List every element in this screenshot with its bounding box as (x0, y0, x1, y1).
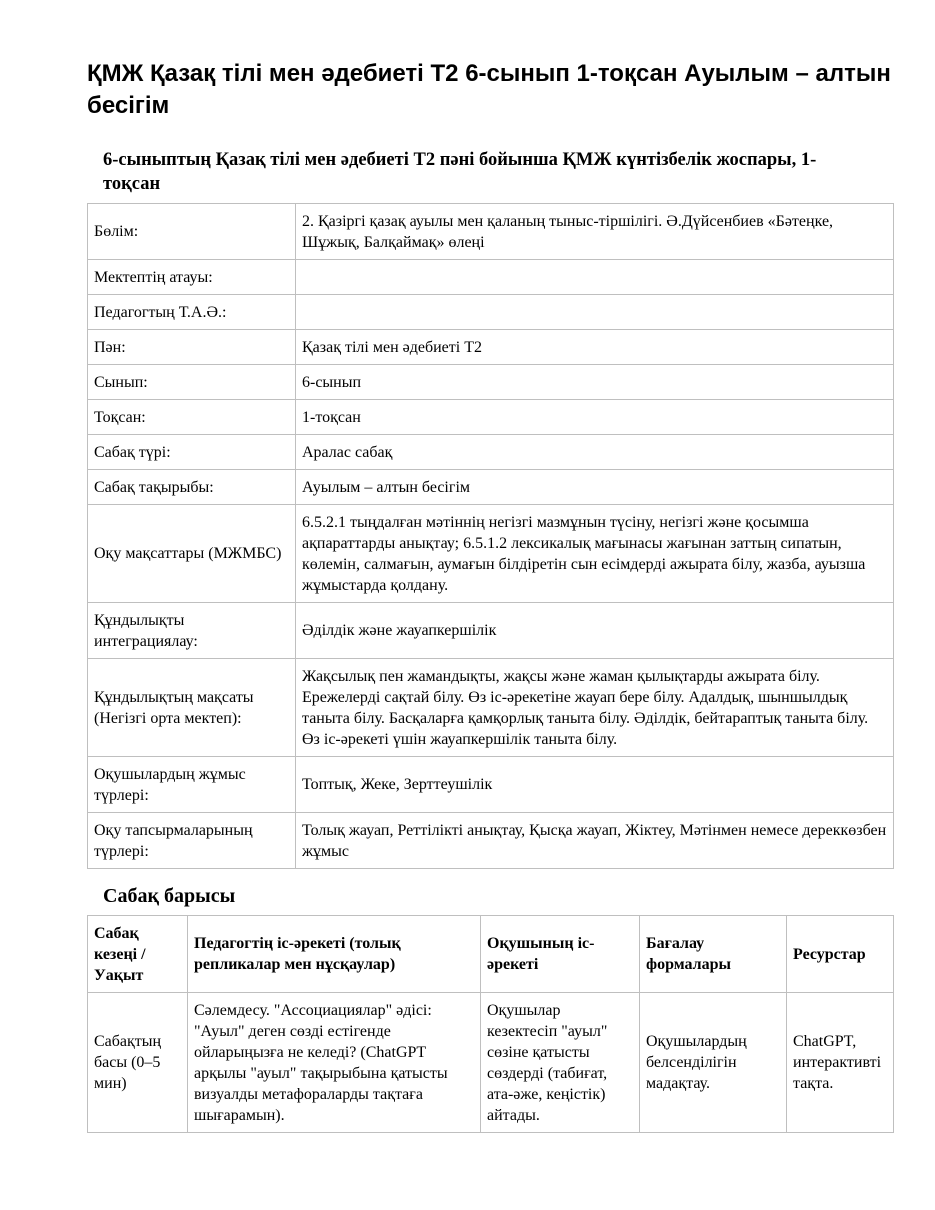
info-row (88, 603, 894, 659)
info-value: Жақсылық пен жамандықты, жақсы және жаман қылықтарды ажырата білу. Ережелерді сақтай білу. Өз іс-әрекетіне жауап бере білу. Адалдық, шыншылдық таныта білу. Басқаларға қамқорлық таныта білу. Әділдік, бейтараптық таныта білу. Өз іс-әрекеті үшін жауапкершілік таныта білу. (296, 659, 894, 757)
info-row (88, 813, 894, 869)
info-value: Әділдік және жауапкершілік (296, 603, 894, 659)
header-stage: Сабақ кезеңі / Уақыт (88, 916, 188, 993)
info-row (88, 330, 894, 365)
info-value: Аралас сабақ (296, 435, 894, 470)
info-value: Толық жауап, Реттілікті анықтау, Қысқа жауап, Жіктеу, Мәтінмен немесе дереккөзбен жұмыс (296, 813, 894, 869)
header-teacher: Педагогтің іс-әрекеті (толық репликалар мен нұсқаулар) (188, 916, 481, 993)
lesson-cell-resources: ChatGPT, интерактивті тақта. (787, 993, 894, 1133)
info-label: Құндылықтың мақсаты (Негізгі орта мектеп): (88, 659, 296, 757)
lesson-cell-student: Оқушылар кезектесіп "ауыл" сөзіне қатысты сөздерді (табиғат, ата-әже, кеңістік) айтады. (481, 993, 640, 1133)
info-label: Педагогтың Т.А.Ә.: (88, 295, 296, 330)
lesson-flow-table (87, 915, 894, 1133)
header-assessment: Бағалау формалары (640, 916, 787, 993)
info-label: Сабақ тақырыбы: (88, 470, 296, 505)
info-row (88, 295, 894, 330)
info-value (296, 295, 894, 330)
info-row (88, 365, 894, 400)
info-row (88, 400, 894, 435)
info-value: 6-сынып (296, 365, 894, 400)
info-row (88, 204, 894, 260)
info-label: Сабақ түрі: (88, 435, 296, 470)
info-label: Пән: (88, 330, 296, 365)
info-label: Бөлім: (88, 204, 296, 260)
info-value (296, 260, 894, 295)
header-resources: Ресурстар (787, 916, 894, 993)
info-value: 6.5.2.1 тыңдалған мәтіннің негізгі мазмұнын түсіну, негізгі және қосымша ақпараттарды анықтау; 6.5.1.2 лексикалық мағынасы жағынан заттың сипатын, көлемін, салмағын, аумағын білдіретін сын есімдерді ажырата білу, жазба, ауызша жұмыстарда қолдану. (296, 505, 894, 603)
info-value: Топтық, Жеке, Зерттеушілік (296, 757, 894, 813)
info-row (88, 757, 894, 813)
info-row (88, 659, 894, 757)
info-value: 1-тоқсан (296, 400, 894, 435)
info-label: Оқу тапсырмаларының түрлері: (88, 813, 296, 869)
info-row (88, 470, 894, 505)
lesson-cell-assessment: Оқушылардың белсенділігін мадақтау. (640, 993, 787, 1133)
info-label: Оқушылардың жұмыс түрлері: (88, 757, 296, 813)
lesson-cell-teacher: Сәлемдесу. "Ассоциациялар" әдісі: "Ауыл" деген сөзді естігенде ойларыңызға не келеді? (ChatGPT арқылы "ауыл" тақырыбына қатысты визуалды метафораларды тақтаға шығарамын). (188, 993, 481, 1133)
info-row (88, 260, 894, 295)
lesson-header-row (88, 916, 894, 993)
info-label: Оқу мақсаттары (МЖМБС) (88, 505, 296, 603)
info-value: Қазақ тілі мен әдебиеті Т2 (296, 330, 894, 365)
lesson-info-table (87, 203, 894, 869)
info-row (88, 505, 894, 603)
lesson-row (88, 993, 894, 1133)
document-subtitle: 6-сыныптың Қазақ тілі мен әдебиеті Т2 пәні бойынша ҚМЖ күнтізбелік жоспары, 1-тоқсан (103, 150, 817, 194)
info-label: Тоқсан: (88, 400, 296, 435)
header-student: Оқушының іс-әрекеті (481, 916, 640, 993)
info-value: 2. Қазіргі қазақ ауылы мен қаланың тыныс-тіршілігі. Ә.Дүйсенбиев «Бәтеңке, Шұжық, Балқаймақ» өлеңі (296, 204, 894, 260)
info-label: Құндылықты интеграциялау: (88, 603, 296, 659)
info-label: Сынып: (88, 365, 296, 400)
info-row (88, 435, 894, 470)
page-title: ҚМЖ Қазақ тілі мен әдебиеті Т2 6-сынып 1-тоқсан Ауылым – алтын бесігім (87, 60, 891, 119)
lesson-cell-stage: Сабақтың басы (0–5 мин) (88, 993, 188, 1133)
info-value: Ауылым – алтын бесігім (296, 470, 894, 505)
section-title: Сабақ барысы (103, 885, 236, 907)
info-label: Мектептің атауы: (88, 260, 296, 295)
